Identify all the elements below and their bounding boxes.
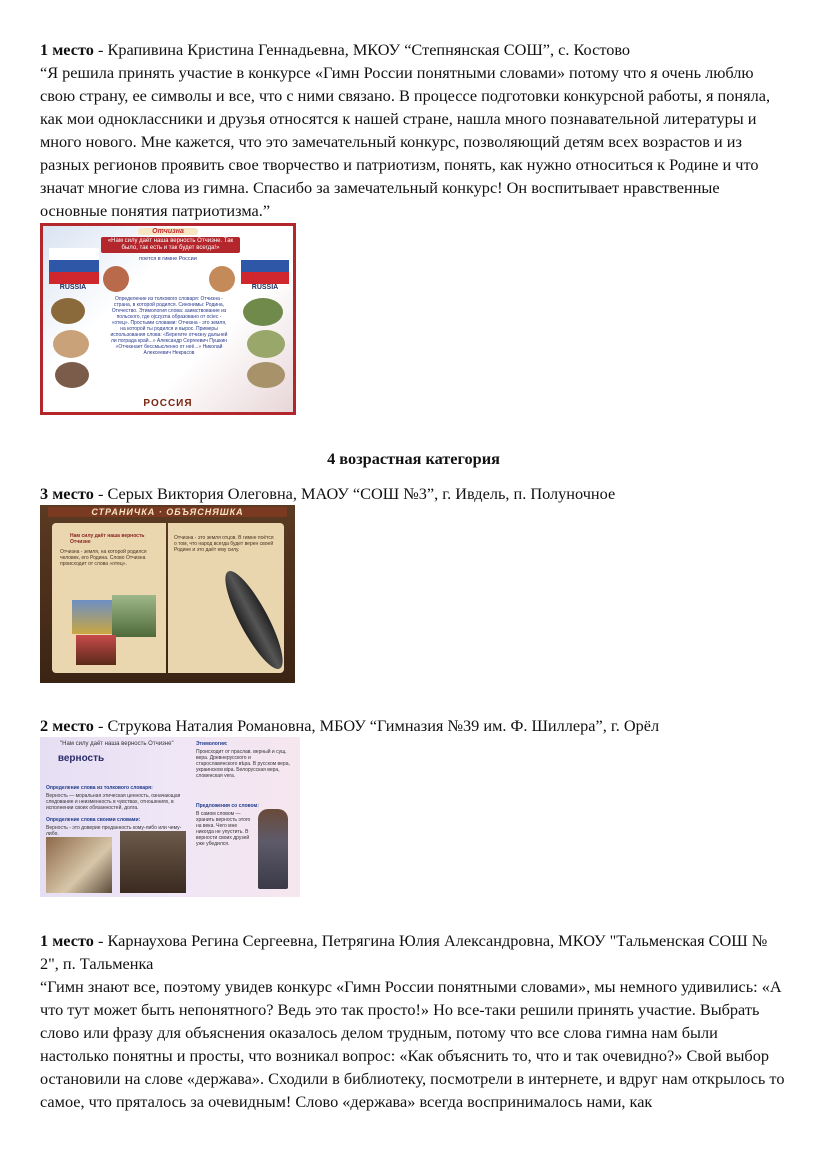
- landscape-photo: [112, 595, 156, 637]
- poster-book: [40, 505, 295, 683]
- entry-2-place: 3 место: [40, 484, 94, 503]
- poster-3-def-text: Верность — моральная этическая ценность, означающая следование и неизменность в чувствах, отношениях, в исполнении своих обязанностей, долга.: [46, 793, 181, 811]
- entry-4-header: 1 место - Карнаухова Регина Сергеевна, Петрягина Юлия Александровна, МКОУ "Тальменская СОШ № 2", п. Тальменка: [40, 931, 768, 973]
- poster-1-right-label: RUSSIA: [251, 284, 279, 291]
- entry-4-author: Карнаухова Регина Сергеевна, Петрягина Юлия Александровна, МКОУ "Тальменская СОШ № 2", п. Тальменка: [40, 931, 768, 973]
- photo-circle: [243, 298, 283, 326]
- poster-3-own-text: Верность - это доверие преданность кому-либо или чему-либо.: [46, 825, 182, 837]
- entry-1-quote: “Я решила принять участие в конкурсе «Гимн России понятными словами» потому что я очень люблю свою страну, ее символы и все, что с ними связано. В процессе подготовки конкурсной работы, я поняла, как мои одноклассники и друзья относятся к нашей стране, нашла много познавательной литературы и много нового. Мне кажется, что это замечательный конкурс, позволяющий детям всех возрастов и из разных регионов проявить свое творчество и патриотизм, понять, как нужно относиться к Родине и что значат многие слова из гимна. Спасибо за замечательный конкурс! Он воспитывает нравственные основные понятия патриотизма.”: [40, 63, 771, 220]
- girl-figure: [258, 809, 288, 889]
- photo-circle: [55, 362, 89, 388]
- dog-photo: [46, 837, 112, 893]
- photo-circle: [103, 266, 129, 292]
- poster-3-sent-title: Предложения со словом:: [196, 803, 259, 809]
- flowers-photo: [76, 635, 116, 665]
- entry-3-header: 2 место - Струкова Наталия Романовна, МБОУ “Гимназия №39 им. Ф. Шиллера”, г. Орёл: [40, 716, 660, 735]
- poster-3-own-title: Определение слова своими словами:: [46, 817, 141, 823]
- photo-circle: [247, 362, 285, 388]
- entry-2-header: 3 место - Серых Виктория Олеговна, МАОУ “СОШ №3”, г. Ивдель, п. Полуночное: [40, 484, 616, 503]
- poster-vernost: [40, 737, 300, 897]
- entry-1-place: 1 место: [40, 40, 94, 59]
- poster-2-right-text: Отчизна - это земля отцов. В гимне поётся о том, что народ всегда будет верен своей Родине и это даёт ему силу.: [174, 535, 274, 553]
- poster-1-quote: «Нам силу даёт наша верность Отчизне. Так было, так есть и так будет всегда!»: [101, 237, 240, 253]
- entry-1-header: 1 место - Крапивина Кристина Геннадьевна, МКОУ “Степнянская СОШ”, с. Костово: [40, 40, 631, 59]
- entry-2-author: Серых Виктория Олеговна, МАОУ “СОШ №3”, г. Ивдель, п. Полуночное: [107, 484, 616, 503]
- poster-1-bottom: РОССИЯ: [143, 398, 193, 409]
- entry-1: [40, 38, 790, 222]
- kremlin-image-right: [241, 248, 289, 284]
- entry-1-author: Крапивина Кристина Геннадьевна, МКОУ “Степнянская СОШ”, с. Костово: [107, 40, 631, 59]
- poster-2-banner: СТРАНИЧКА · ОБЪЯСНЯШКА: [48, 507, 287, 517]
- poster-3-etym-text: Происходит от праслав. верный и сущ. вера. Древнерусского и старославянского вѣра. В русском вера, украинском віра. Белорусская вера, словенская vera.: [196, 749, 290, 779]
- poster-1-label: Отчизна: [138, 228, 198, 235]
- cliff-photo: [120, 831, 186, 893]
- poster-3-quote: "Нам силу даёт наша верность Отчизне": [60, 741, 174, 747]
- entry-3-author: Струкова Наталия Романовна, МБОУ “Гимназия №39 им. Ф. Шиллера”, г. Орёл: [107, 716, 660, 735]
- poster-1-sub: поется в гимне России: [139, 256, 197, 262]
- entry-3: [40, 714, 790, 737]
- kremlin-image: [49, 248, 99, 284]
- poster-otchizna: [40, 223, 296, 415]
- entry-2: [40, 482, 790, 505]
- photo-circle: [51, 298, 85, 324]
- category-heading: 4 возрастная категория: [327, 449, 500, 468]
- church-photo: [72, 600, 112, 634]
- poster-1-text: Определение из толкового словаря: Отчизна - страна, в которой родился. Синонимы: Родина, Отечество. Этимология слова: заимствование из польского, где ojczyzna образовано от ociec - «отец». Простыми словами: Отчизна - это земля, на которой ты родился и вырос. Примеры использования слова: «Берегите отчизну дальней ли пограда край...» Александр Сергеевич Пушкин «Отчизнает бессмысленно от неё...» Николай Алексеевич Некрасов: [110, 296, 228, 356]
- poster-3-def-title: Определение слова из толкового словаря:: [46, 785, 153, 791]
- poster-2-left-text: Отчизна - земля, на которой родился человек, его Родина. Слово Отчизна происходит от слова «отец».: [60, 549, 147, 567]
- entry-4-quote: “Гимн знают все, поэтому увидев конкурс «Гимн России понятными словами», мы немного удивились: «А что тут может быть непонятного? Ведь это так просто!» Но все-таки решили принять участие. Выбрать слово или фразу для объяснения оказалось делом трудным, потому что все слова гимна нам были настолько понятны и просты, что возникал вопрос: «Как объяснить то, что и так очевидно?» Свой выбор остановили на слове «держава». Сходили в библиотеку, посмотрели в интернете, и вдруг нам открылось то самое, что пряталось за очевидным! Слово «держава» всегда воспринималось нами, как: [40, 977, 785, 1111]
- poster-1-left-label: RUSSIA: [59, 284, 87, 291]
- entry-3-place: 2 место: [40, 716, 94, 735]
- poster-2-left-title: Нам силу даёт наша верность Отчизне: [70, 533, 145, 545]
- photo-circle: [209, 266, 235, 292]
- entry-4: [40, 929, 790, 1113]
- poster-3-etym-title: Этимология:: [196, 741, 228, 747]
- poster-3-sent-text: В самом словом — хранить верность этого на века. Чего мне никогда не упустить. В верности своих друзей уже убедился.: [196, 811, 251, 847]
- entry-4-place: 1 место: [40, 931, 94, 950]
- photo-circle: [247, 330, 285, 358]
- poster-3-word: верность: [57, 753, 105, 764]
- photo-circle: [53, 330, 89, 358]
